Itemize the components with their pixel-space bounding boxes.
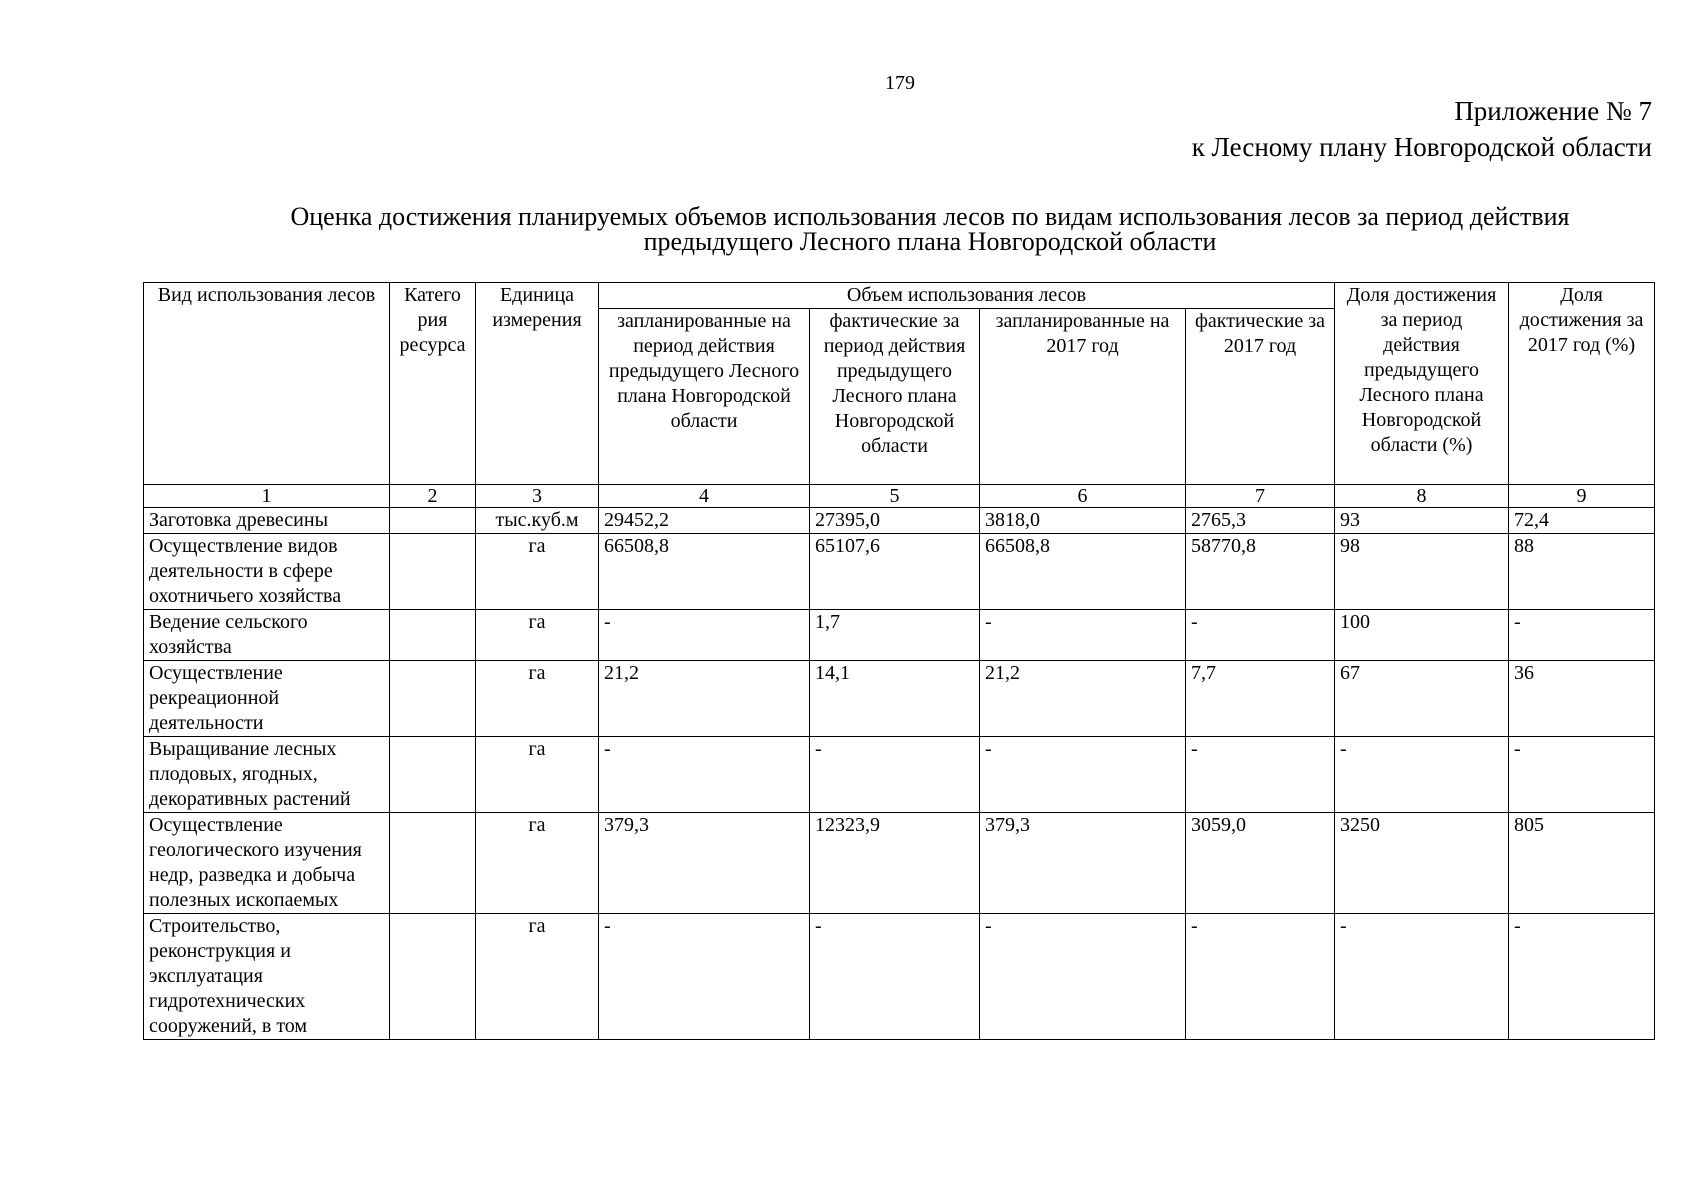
table-row [144,737,1655,813]
cell-actual-2017: 2765,3 [1186,508,1335,534]
cell-share-2017: 805 [1509,813,1655,914]
cell-actual-period: 65107,6 [810,534,980,610]
cell-share-2017: - [1509,610,1655,661]
cell-kind: Заготовка древесины [144,508,390,534]
header-planned-2017: запланированные на 2017 год [980,309,1186,485]
cell-unit: га [476,813,599,914]
cell-kind: Осуществление рекреационной деятельности [144,661,390,737]
cell-actual-period: 27395,0 [810,508,980,534]
column-number: 5 [810,485,980,508]
cell-actual-period: - [810,737,980,813]
column-number: 3 [476,485,599,508]
cell-planned-2017: - [980,610,1186,661]
cell-share-2017: 88 [1509,534,1655,610]
column-number: 2 [390,485,476,508]
cell-planned-period: - [599,737,810,813]
column-number: 9 [1509,485,1655,508]
cell-share-period: 93 [1335,508,1509,534]
table-header-row [144,283,1655,309]
header-volume-group: Объем использования лесов [599,283,1335,309]
table-row [144,534,1655,610]
cell-share-period: 67 [1335,661,1509,737]
cell-planned-2017: 66508,8 [980,534,1186,610]
table-row [144,610,1655,661]
cell-planned-2017: 21,2 [980,661,1186,737]
page-number: 179 [885,72,915,94]
cell-unit: га [476,534,599,610]
document-title-line-2: предыдущего Лесного плана Новгородской области [643,227,1217,256]
cell-category [390,661,476,737]
cell-unit: га [476,610,599,661]
header-share-period: Доля достижения за период действия предыдущего Лесного плана Новгородской области (%) [1335,283,1509,485]
cell-share-period: 100 [1335,610,1509,661]
cell-category [390,813,476,914]
cell-planned-period: 66508,8 [599,534,810,610]
cell-share-2017: - [1509,737,1655,813]
cell-actual-2017: 3059,0 [1186,813,1335,914]
cell-unit: тыс.куб.м [476,508,599,534]
column-number: 1 [144,485,390,508]
cell-share-period: 3250 [1335,813,1509,914]
appendix-label: Приложение № 7 [1454,96,1652,126]
cell-planned-period: - [599,914,810,1040]
cell-kind: Ведение сельского хозяйства [144,610,390,661]
column-number: 4 [599,485,810,508]
cell-share-period: - [1335,737,1509,813]
cell-planned-period: 379,3 [599,813,810,914]
cell-actual-period: - [810,914,980,1040]
cell-planned-2017: - [980,737,1186,813]
cell-unit: га [476,737,599,813]
cell-planned-period: 29452,2 [599,508,810,534]
header-kind: Вид использования лесов [144,283,390,485]
cell-kind: Осуществление геологического изучения недр, разведка и добыча полезных ископаемых [144,813,390,914]
header-actual-2017: фактические за 2017 год [1186,309,1335,485]
cell-category [390,914,476,1040]
cell-kind: Строительство, реконструкция и эксплуатация гидротехнических сооружений, в том [144,914,390,1040]
cell-category [390,737,476,813]
cell-actual-2017: - [1186,737,1335,813]
cell-share-2017: - [1509,914,1655,1040]
header-planned-period: запланированные на период действия предыдущего Лесного плана Новгородской области [599,309,810,485]
cell-share-period: 98 [1335,534,1509,610]
header-unit: Единица измерения [476,283,599,485]
document-title-line-1: Оценка достижения планируемых объемов использования лесов по видам использования лесов за период действия [290,202,1570,231]
column-number: 6 [980,485,1186,508]
cell-kind: Осуществление видов деятельности в сфере охотничьего хозяйства [144,534,390,610]
cell-share-2017: 36 [1509,661,1655,737]
table-row [144,661,1655,737]
cell-kind: Выращивание лесных плодовых, ягодных, декоративных растений [144,737,390,813]
column-number-row [144,485,1655,508]
cell-category [390,508,476,534]
column-number: 8 [1335,485,1509,508]
cell-planned-2017: - [980,914,1186,1040]
cell-unit: га [476,914,599,1040]
forest-use-table [143,282,1655,1040]
cell-category [390,610,476,661]
table-row [144,508,1655,534]
cell-actual-2017: - [1186,610,1335,661]
document-title [210,204,1650,254]
cell-category [390,534,476,610]
cell-unit: га [476,661,599,737]
table-row [144,813,1655,914]
cell-actual-period: 12323,9 [810,813,980,914]
cell-share-period: - [1335,914,1509,1040]
header-actual-period: фактические за период действия предыдущего Лесного плана Новгородской области [810,309,980,485]
cell-share-2017: 72,4 [1509,508,1655,534]
cell-planned-period: 21,2 [599,661,810,737]
cell-planned-2017: 379,3 [980,813,1186,914]
cell-actual-2017: 7,7 [1186,661,1335,737]
column-number: 7 [1186,485,1335,508]
cell-actual-period: 14,1 [810,661,980,737]
cell-planned-2017: 3818,0 [980,508,1186,534]
table-row [144,914,1655,1040]
cell-actual-2017: - [1186,914,1335,1040]
cell-actual-period: 1,7 [810,610,980,661]
header-category: Катего рия ресурса [390,283,476,485]
cell-actual-2017: 58770,8 [1186,534,1335,610]
header-share-2017: Доля достижения за 2017 год (%) [1509,283,1655,485]
cell-planned-period: - [599,610,810,661]
appendix-subtitle: к Лесному плану Новгородской области [1191,132,1652,162]
